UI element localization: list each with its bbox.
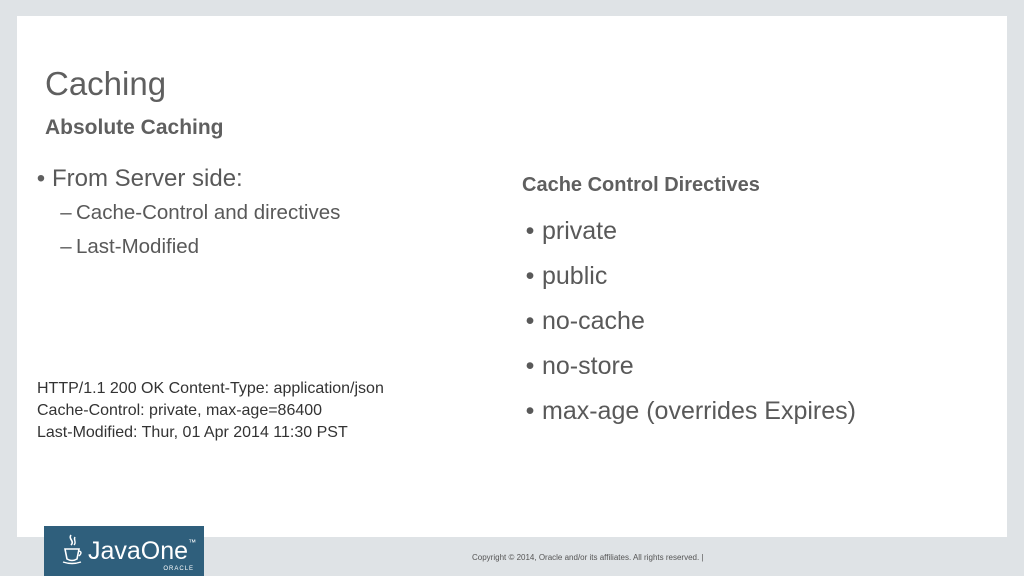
logo-oracle: ORACLE bbox=[163, 565, 195, 572]
bullet-dot-icon: • bbox=[525, 397, 535, 425]
slide-title: Caching bbox=[45, 65, 167, 102]
directives-list bbox=[518, 209, 856, 434]
directive-item bbox=[518, 209, 856, 254]
sub-bullet-text: Last-Modified bbox=[76, 235, 200, 258]
copyright-footer: Copyright © 2014, Oracle and/or its affiliates. All rights reserved. | bbox=[472, 553, 704, 562]
http-line: HTTP/1.1 200 OK Content-Type: application/json bbox=[37, 380, 384, 397]
directive-text: no-cache bbox=[542, 307, 645, 335]
bullet-item bbox=[30, 165, 450, 193]
directive-item bbox=[518, 344, 856, 389]
directive-text: public bbox=[542, 262, 608, 290]
directive-text: private bbox=[542, 217, 618, 245]
directive-item bbox=[518, 254, 856, 299]
directive-text: no-store bbox=[542, 352, 634, 380]
bullet-dot-icon: • bbox=[525, 352, 535, 380]
bullet-dot-icon: • bbox=[525, 217, 535, 245]
directive-item bbox=[518, 299, 856, 344]
slide-subtitle: Absolute Caching bbox=[45, 116, 224, 139]
sub-bullet-item bbox=[56, 201, 450, 225]
dash-icon: – bbox=[60, 235, 72, 258]
logo-name: JavaOne bbox=[88, 536, 189, 565]
sub-bullet-text: Cache-Control and directives bbox=[76, 201, 341, 224]
sub-bullet-item bbox=[56, 235, 450, 259]
bullet-dot-icon: • bbox=[525, 262, 535, 290]
logo-wordmark bbox=[88, 536, 197, 572]
http-response-example bbox=[37, 378, 384, 444]
javaone-logo bbox=[44, 526, 204, 576]
logo-tm: ™ bbox=[188, 537, 197, 547]
directives-heading: Cache Control Directives bbox=[522, 174, 760, 196]
http-line: Cache-Control: private, max-age=86400 bbox=[37, 402, 323, 419]
java-cup-icon bbox=[62, 533, 84, 570]
directive-item bbox=[518, 389, 856, 434]
left-bullet-list bbox=[30, 165, 450, 269]
bullet-dot-icon: • bbox=[525, 307, 535, 335]
dash-icon: – bbox=[60, 201, 72, 224]
bullet-text: From Server side: bbox=[52, 165, 243, 192]
http-line: Last-Modified: Thur, 01 Apr 2014 11:30 PST bbox=[37, 424, 348, 441]
bullet-dot-icon: • bbox=[36, 165, 46, 192]
directive-text: max-age (overrides Expires) bbox=[542, 397, 856, 425]
